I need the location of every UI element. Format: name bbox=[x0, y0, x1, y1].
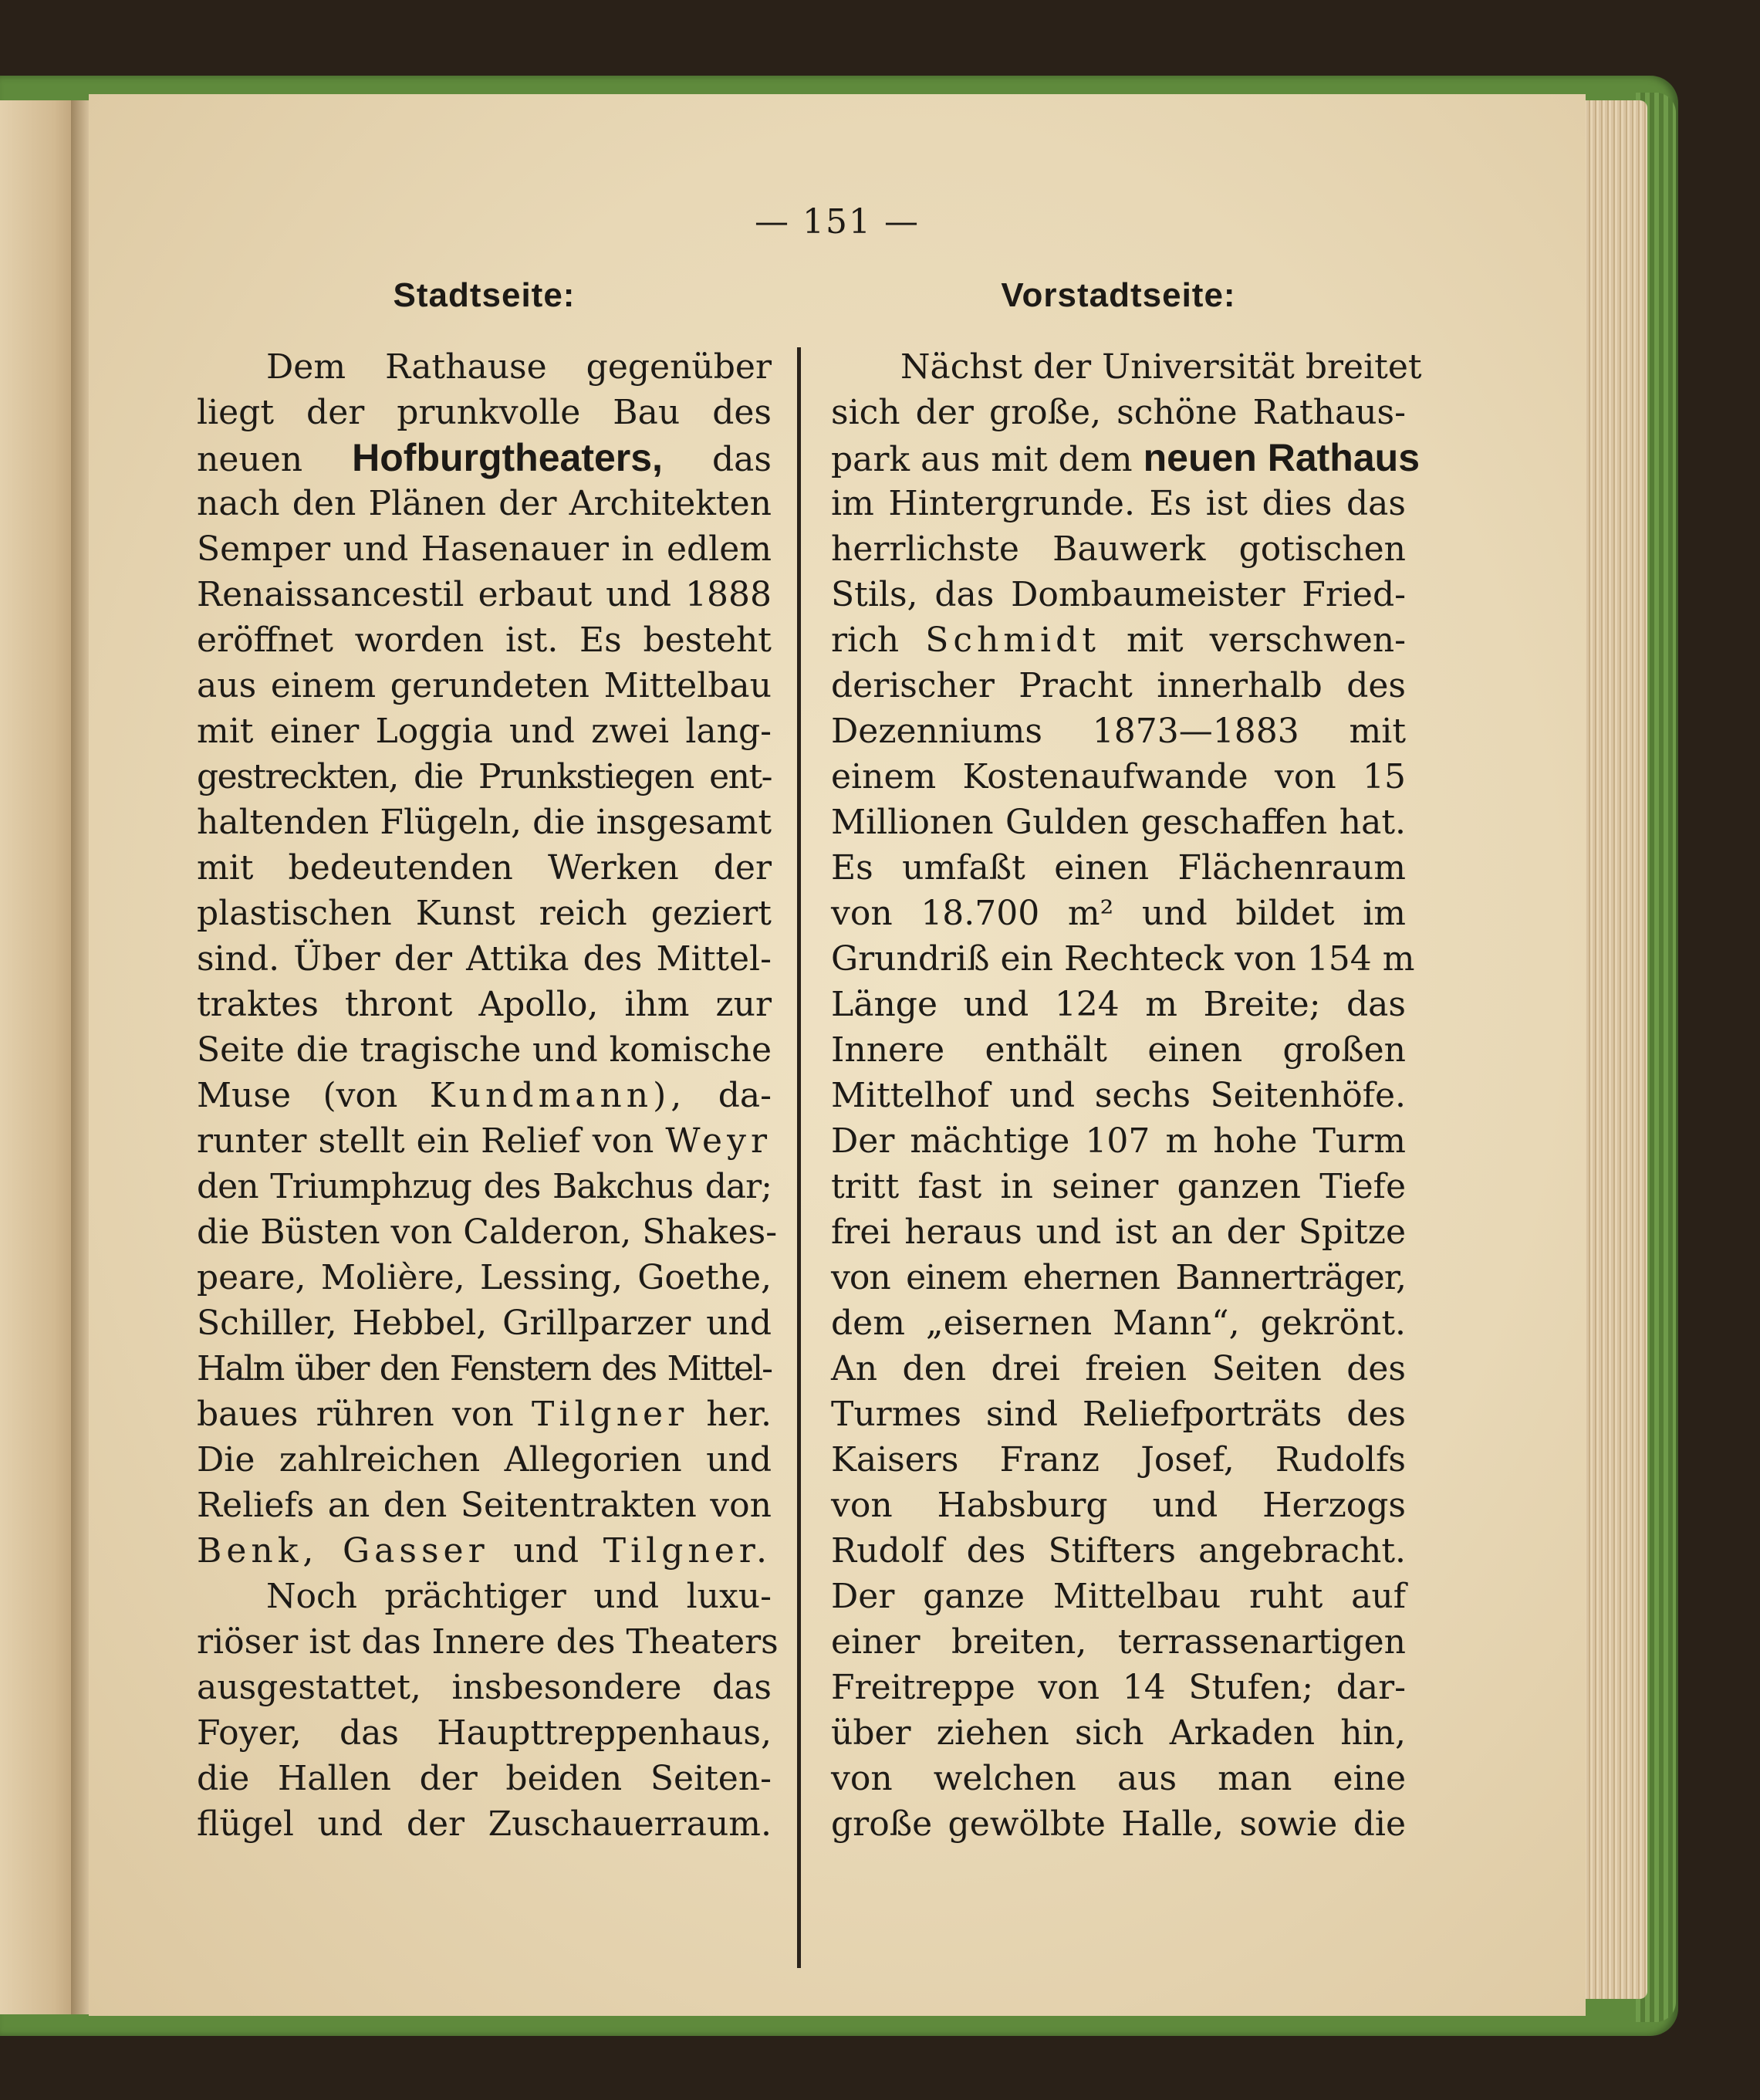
text-line: liegt der prunkvolle Bau des bbox=[197, 393, 772, 432]
text-line: Grundriß ein Rechteck von 154 m bbox=[831, 939, 1415, 979]
text-line: von 18.700 m² und bildet im bbox=[831, 894, 1406, 933]
text-line: flügel und der Zuschauerraum. bbox=[197, 1804, 772, 1844]
left-column-heading: Stadtseite: bbox=[393, 276, 576, 314]
text-line: herrlichste Bauwerk gotischen bbox=[831, 529, 1406, 569]
text-line: Länge und 124 m Breite; das bbox=[831, 985, 1406, 1024]
text-line: Innere enthält einen großen bbox=[831, 1030, 1406, 1070]
text-line: plastischen Kunst reich geziert bbox=[197, 894, 772, 933]
left-column bbox=[197, 276, 779, 1847]
text-line: Seite die tragische und komische bbox=[197, 1030, 772, 1070]
text-fragment: und bbox=[513, 1531, 579, 1571]
text-line: Kaisers Franz Josef, Rudolfs bbox=[831, 1440, 1406, 1479]
text-line: im Hintergrunde. Es ist dies das bbox=[831, 484, 1406, 523]
spaced-name: Kundmann), bbox=[429, 1076, 687, 1115]
text-fragment: das bbox=[712, 440, 772, 479]
text-line: riöser ist das Innere des Theaters bbox=[197, 1622, 779, 1662]
text-line: Dezenniums 1873—1883 mit bbox=[831, 712, 1406, 751]
text-fragment: runter stellt ein Relief von bbox=[197, 1121, 654, 1161]
text-line: traktes thront Apollo, ihm zur bbox=[197, 985, 772, 1024]
spaced-name: Tilgner bbox=[532, 1395, 689, 1434]
text-line: mit einer Loggia und zwei lang- bbox=[197, 712, 772, 751]
spaced-name: Gasser bbox=[343, 1531, 489, 1571]
right-column bbox=[831, 276, 1422, 1847]
text-line: dem „eisernen Mann“, gekrönt. bbox=[831, 1304, 1406, 1343]
text-line: derischer Pracht innerhalb des bbox=[831, 666, 1406, 705]
text-line: Der ganze Mittelbau ruht auf bbox=[831, 1577, 1406, 1616]
text-line: sich der große, schöne Rathaus- bbox=[831, 393, 1406, 432]
spaced-name: Weyr bbox=[665, 1121, 772, 1161]
text-line: tritt fast in seiner ganzen Tiefe bbox=[831, 1167, 1406, 1206]
emphasized-text: Hofburgtheaters, bbox=[352, 436, 663, 479]
text-fragment: her. bbox=[706, 1395, 772, 1434]
text-line: ausgestattet, insbesondere das bbox=[197, 1668, 772, 1707]
text-line: einem Kostenaufwande von 15 bbox=[831, 757, 1406, 796]
text-line: Millionen Gulden geschaffen hat. bbox=[831, 803, 1406, 842]
text-line bbox=[831, 435, 1420, 481]
text-fragment: Muse (von bbox=[197, 1076, 398, 1115]
spaced-name: Benk, bbox=[197, 1531, 319, 1571]
text-line: Noch prächtiger und luxu- bbox=[266, 1577, 772, 1616]
text-line: frei heraus und ist an der Spitze bbox=[831, 1212, 1406, 1252]
text-line: Rudolf des Stifters angebracht. bbox=[831, 1531, 1406, 1571]
text-line: An den drei freien Seiten des bbox=[831, 1349, 1406, 1388]
text-line: sind. Über der Attika des Mittel- bbox=[197, 939, 772, 979]
text-line: Nächst der Universität breitet bbox=[900, 347, 1422, 387]
text-line bbox=[197, 1392, 772, 1437]
text-line: nach den Plänen der Architekten bbox=[197, 484, 772, 523]
text-line: Halm über den Fenstern des Mittel- bbox=[197, 1349, 772, 1388]
text-line bbox=[197, 435, 772, 481]
spaced-name: Schmidt bbox=[925, 621, 1100, 660]
text-line: Renaissancestil erbaut und 1888 bbox=[197, 575, 772, 614]
text-line: die Hallen der beiden Seiten- bbox=[197, 1759, 772, 1798]
column-divider bbox=[797, 347, 801, 1968]
text-line: Foyer, das Haupttreppenhaus, bbox=[197, 1713, 772, 1753]
text-line: Dem Rathause gegenüber bbox=[266, 347, 772, 387]
text-line: die Büsten von Calderon, Shakes- bbox=[197, 1212, 778, 1252]
text-line bbox=[197, 1528, 772, 1574]
text-line: haltenden Flügeln, die insgesamt bbox=[197, 803, 772, 842]
text-fragment: park aus mit dem bbox=[831, 440, 1133, 479]
text-line: Der mächtige 107 m hohe Turm bbox=[831, 1121, 1406, 1161]
text-line bbox=[831, 617, 1406, 663]
right-column-heading: Vorstadtseite: bbox=[1001, 276, 1236, 314]
text-line: peare, Molière, Lessing, Goethe, bbox=[197, 1258, 772, 1297]
text-line: den Triumphzug des Bakchus dar; bbox=[197, 1167, 772, 1206]
text-line: Freitreppe von 14 Stufen; dar- bbox=[831, 1668, 1406, 1707]
text-line: mit bedeutenden Werken der bbox=[197, 848, 772, 888]
left-page-edge bbox=[0, 100, 77, 2014]
text-line: große gewölbte Halle, sowie die bbox=[831, 1804, 1406, 1844]
text-fragment: da- bbox=[718, 1076, 772, 1115]
text-line bbox=[197, 1073, 772, 1118]
text-line: Schiller, Hebbel, Grillparzer und bbox=[197, 1304, 772, 1343]
text-line: gestreckten, die Prunkstiegen ent- bbox=[197, 757, 772, 796]
text-line: Stils, das Dombaumeister Fried- bbox=[831, 575, 1406, 614]
text-line: eröffnet worden ist. Es besteht bbox=[197, 621, 772, 660]
text-line: Es umfaßt einen Flächenraum bbox=[831, 848, 1406, 888]
text-line: einer breiten, terrassenartigen bbox=[831, 1622, 1406, 1662]
emphasized-text: neuen Rathaus bbox=[1143, 436, 1420, 479]
text-line: Die zahlreichen Allegorien und bbox=[197, 1440, 772, 1479]
text-line: von Habsburg und Herzogs bbox=[831, 1486, 1406, 1525]
page-number: — 151 — bbox=[755, 202, 920, 242]
text-fragment: rich bbox=[831, 621, 900, 660]
text-fragment: mit verschwen- bbox=[1127, 621, 1406, 660]
book-page bbox=[89, 94, 1586, 2016]
text-line: Semper und Hasenauer in edlem bbox=[197, 529, 772, 569]
text-line: Mittelhof und sechs Seitenhöfe. bbox=[831, 1076, 1406, 1115]
text-line: über ziehen sich Arkaden hin, bbox=[831, 1713, 1406, 1753]
text-line: Turmes sind Reliefporträts des bbox=[831, 1395, 1406, 1434]
text-line: von einem ehernen Bannerträger, bbox=[831, 1258, 1406, 1297]
text-line: Reliefs an den Seitentrakten von bbox=[197, 1486, 772, 1525]
text-fragment: neuen bbox=[197, 440, 303, 479]
text-line: von welchen aus man eine bbox=[831, 1759, 1406, 1798]
spaced-name: Tilgner. bbox=[603, 1531, 772, 1571]
text-fragment: baues rühren von bbox=[197, 1395, 514, 1434]
text-line bbox=[197, 1118, 772, 1164]
text-line: aus einem gerundeten Mittelbau bbox=[197, 666, 772, 705]
